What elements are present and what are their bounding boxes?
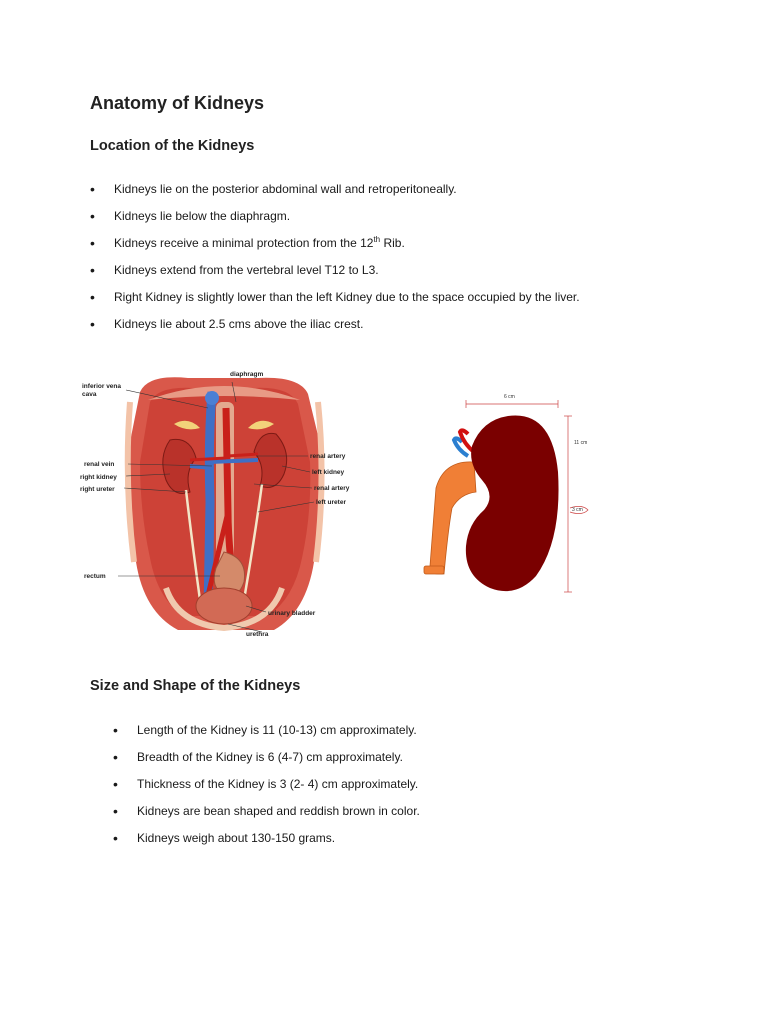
list-item: • Kidneys are bean shaped and reddish brown in color.: [113, 798, 420, 825]
thickness-label: 3 cm: [572, 507, 583, 513]
label-ivc-2: cava: [82, 391, 97, 398]
label-renal-artery: renal artery: [310, 453, 346, 460]
list-item: • Right Kidney is slightly lower than the left Kidney due to the space occupied by the liver.: [90, 284, 580, 311]
label-right-ureter: right ureter: [80, 486, 115, 493]
label-renal-artery-2: renal artery: [314, 485, 350, 492]
bladder-shape: [196, 588, 252, 624]
left-renal-vein: [210, 460, 258, 462]
list-item: • Kidneys extend from the vertebral level T12 to L3.: [90, 257, 580, 284]
label-ivc-1: inferior vena: [82, 383, 122, 390]
label-urinary-bladder: urinary bladder: [268, 610, 316, 617]
list-item: [90, 230, 580, 257]
ureter-end: [424, 566, 444, 574]
kidney-size-diagram: [412, 380, 608, 642]
section-heading-location: Location of the Kidneys: [90, 138, 255, 154]
label-urethra: urethra: [246, 631, 269, 638]
list-item-text: Kidneys receive a minimal protection from the 12: [114, 236, 374, 250]
list-item: • Thickness of the Kidney is 3 (2- 4) cm approximately.: [113, 771, 420, 798]
list-item: • Kidneys lie about 2.5 cms above the iliac crest.: [90, 311, 580, 338]
kidney-anatomy-illustration: [78, 362, 368, 642]
size-bullet-list: [113, 717, 420, 852]
list-item: • Length of the Kidney is 11 (10-13) cm approximately.: [113, 717, 420, 744]
list-item: • Kidneys lie below the diaphragm.: [90, 203, 580, 230]
list-item: • Breadth of the Kidney is 6 (4-7) cm approximately.: [113, 744, 420, 771]
left-renal-artery: [228, 454, 258, 456]
label-renal-vein: renal vein: [84, 461, 115, 468]
list-item: • Kidneys lie on the posterior abdominal wall and retroperitoneally.: [90, 176, 580, 203]
label-rectum: rectum: [84, 573, 106, 580]
width-label: 6 cm: [504, 394, 515, 400]
ivc-top: [205, 391, 219, 405]
length-label: 11 cm: [574, 440, 588, 446]
page-title: Anatomy of Kidneys: [90, 93, 265, 113]
location-bullet-list: [90, 176, 580, 338]
label-left-kidney: left kidney: [312, 469, 345, 476]
list-item: • Kidneys weigh about 130-150 grams.: [113, 825, 420, 852]
list-item-text: Rib.: [380, 236, 405, 250]
right-renal-vein: [190, 466, 212, 468]
label-right-kidney: right kidney: [80, 474, 117, 481]
right-renal-artery: [190, 458, 226, 460]
kidney-body: [466, 415, 559, 591]
superscript: th: [373, 235, 381, 244]
label-diaphragm: diaphragm: [230, 371, 264, 378]
label-left-ureter: left ureter: [316, 499, 346, 506]
section-heading-size-shape: Size and Shape of the Kidneys: [90, 678, 301, 694]
